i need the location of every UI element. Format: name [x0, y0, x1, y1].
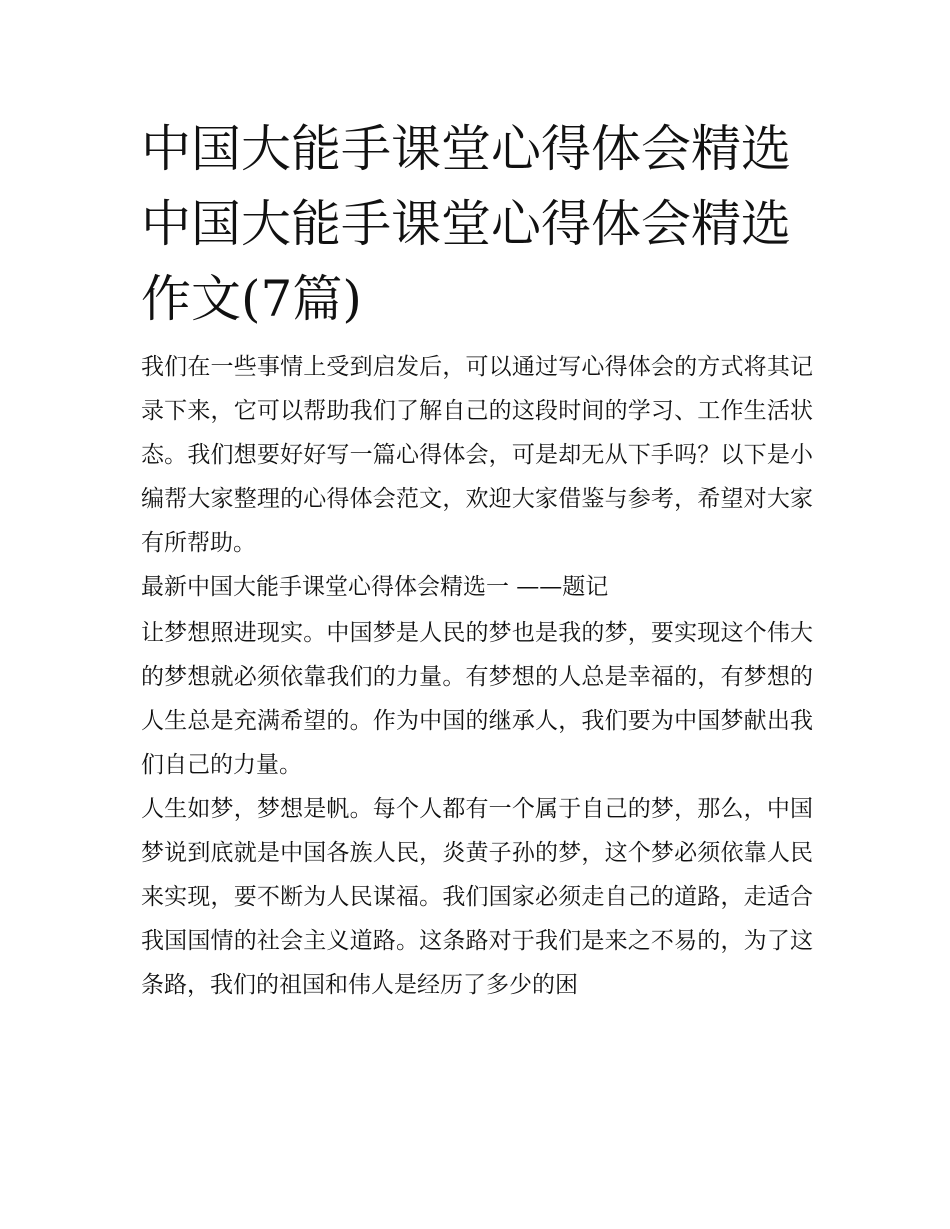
title-line-3: 作文(7篇) [141, 270, 362, 328]
body-paragraph-1: 让梦想照进现实。中国梦是人民的梦也是我的梦，要实现这个伟大的梦想就必须依靠我们的力量。有梦想的人总是幸福的，有梦想的人生总是充满希望的。作为中国的继承人，我们要为中国梦献出我们自己的力量。 [141, 620, 813, 778]
document-title [141, 112, 813, 337]
body-paragraph-2: 人生如梦，梦想是帆。每个人都有一个属于自己的梦，那么，中国梦说到底就是中国各族人民，炎黄子孙的梦，这个梦必须依靠人民来实现，要不断为人民谋福。我们国家必须走自己的道路，走适合我国国情的社会主义道路。这条路对于我们是来之不易的，为了这条路，我们的祖国和伟人是经历了多少的困 [141, 796, 813, 998]
title-line-1: 中国大能手课堂心得体会精选 [141, 120, 791, 178]
document-page [141, 112, 813, 1007]
intro-paragraph: 我们在一些事情上受到启发后，可以通过写心得体会的方式将其记录下来，它可以帮助我们了解自己的这段时间的学习、工作生活状态。我们想要好好写一篇心得体会，可是却无从下手吗？以下是小编帮大家整理的心得体会范文，欢迎大家借鉴与参考，希望对大家有所帮助。 [141, 354, 813, 556]
section-heading: 最新中国大能手课堂心得体会精选一 ——题记 [141, 574, 609, 600]
title-line-2: 中国大能手课堂心得体会精选 [141, 195, 791, 253]
